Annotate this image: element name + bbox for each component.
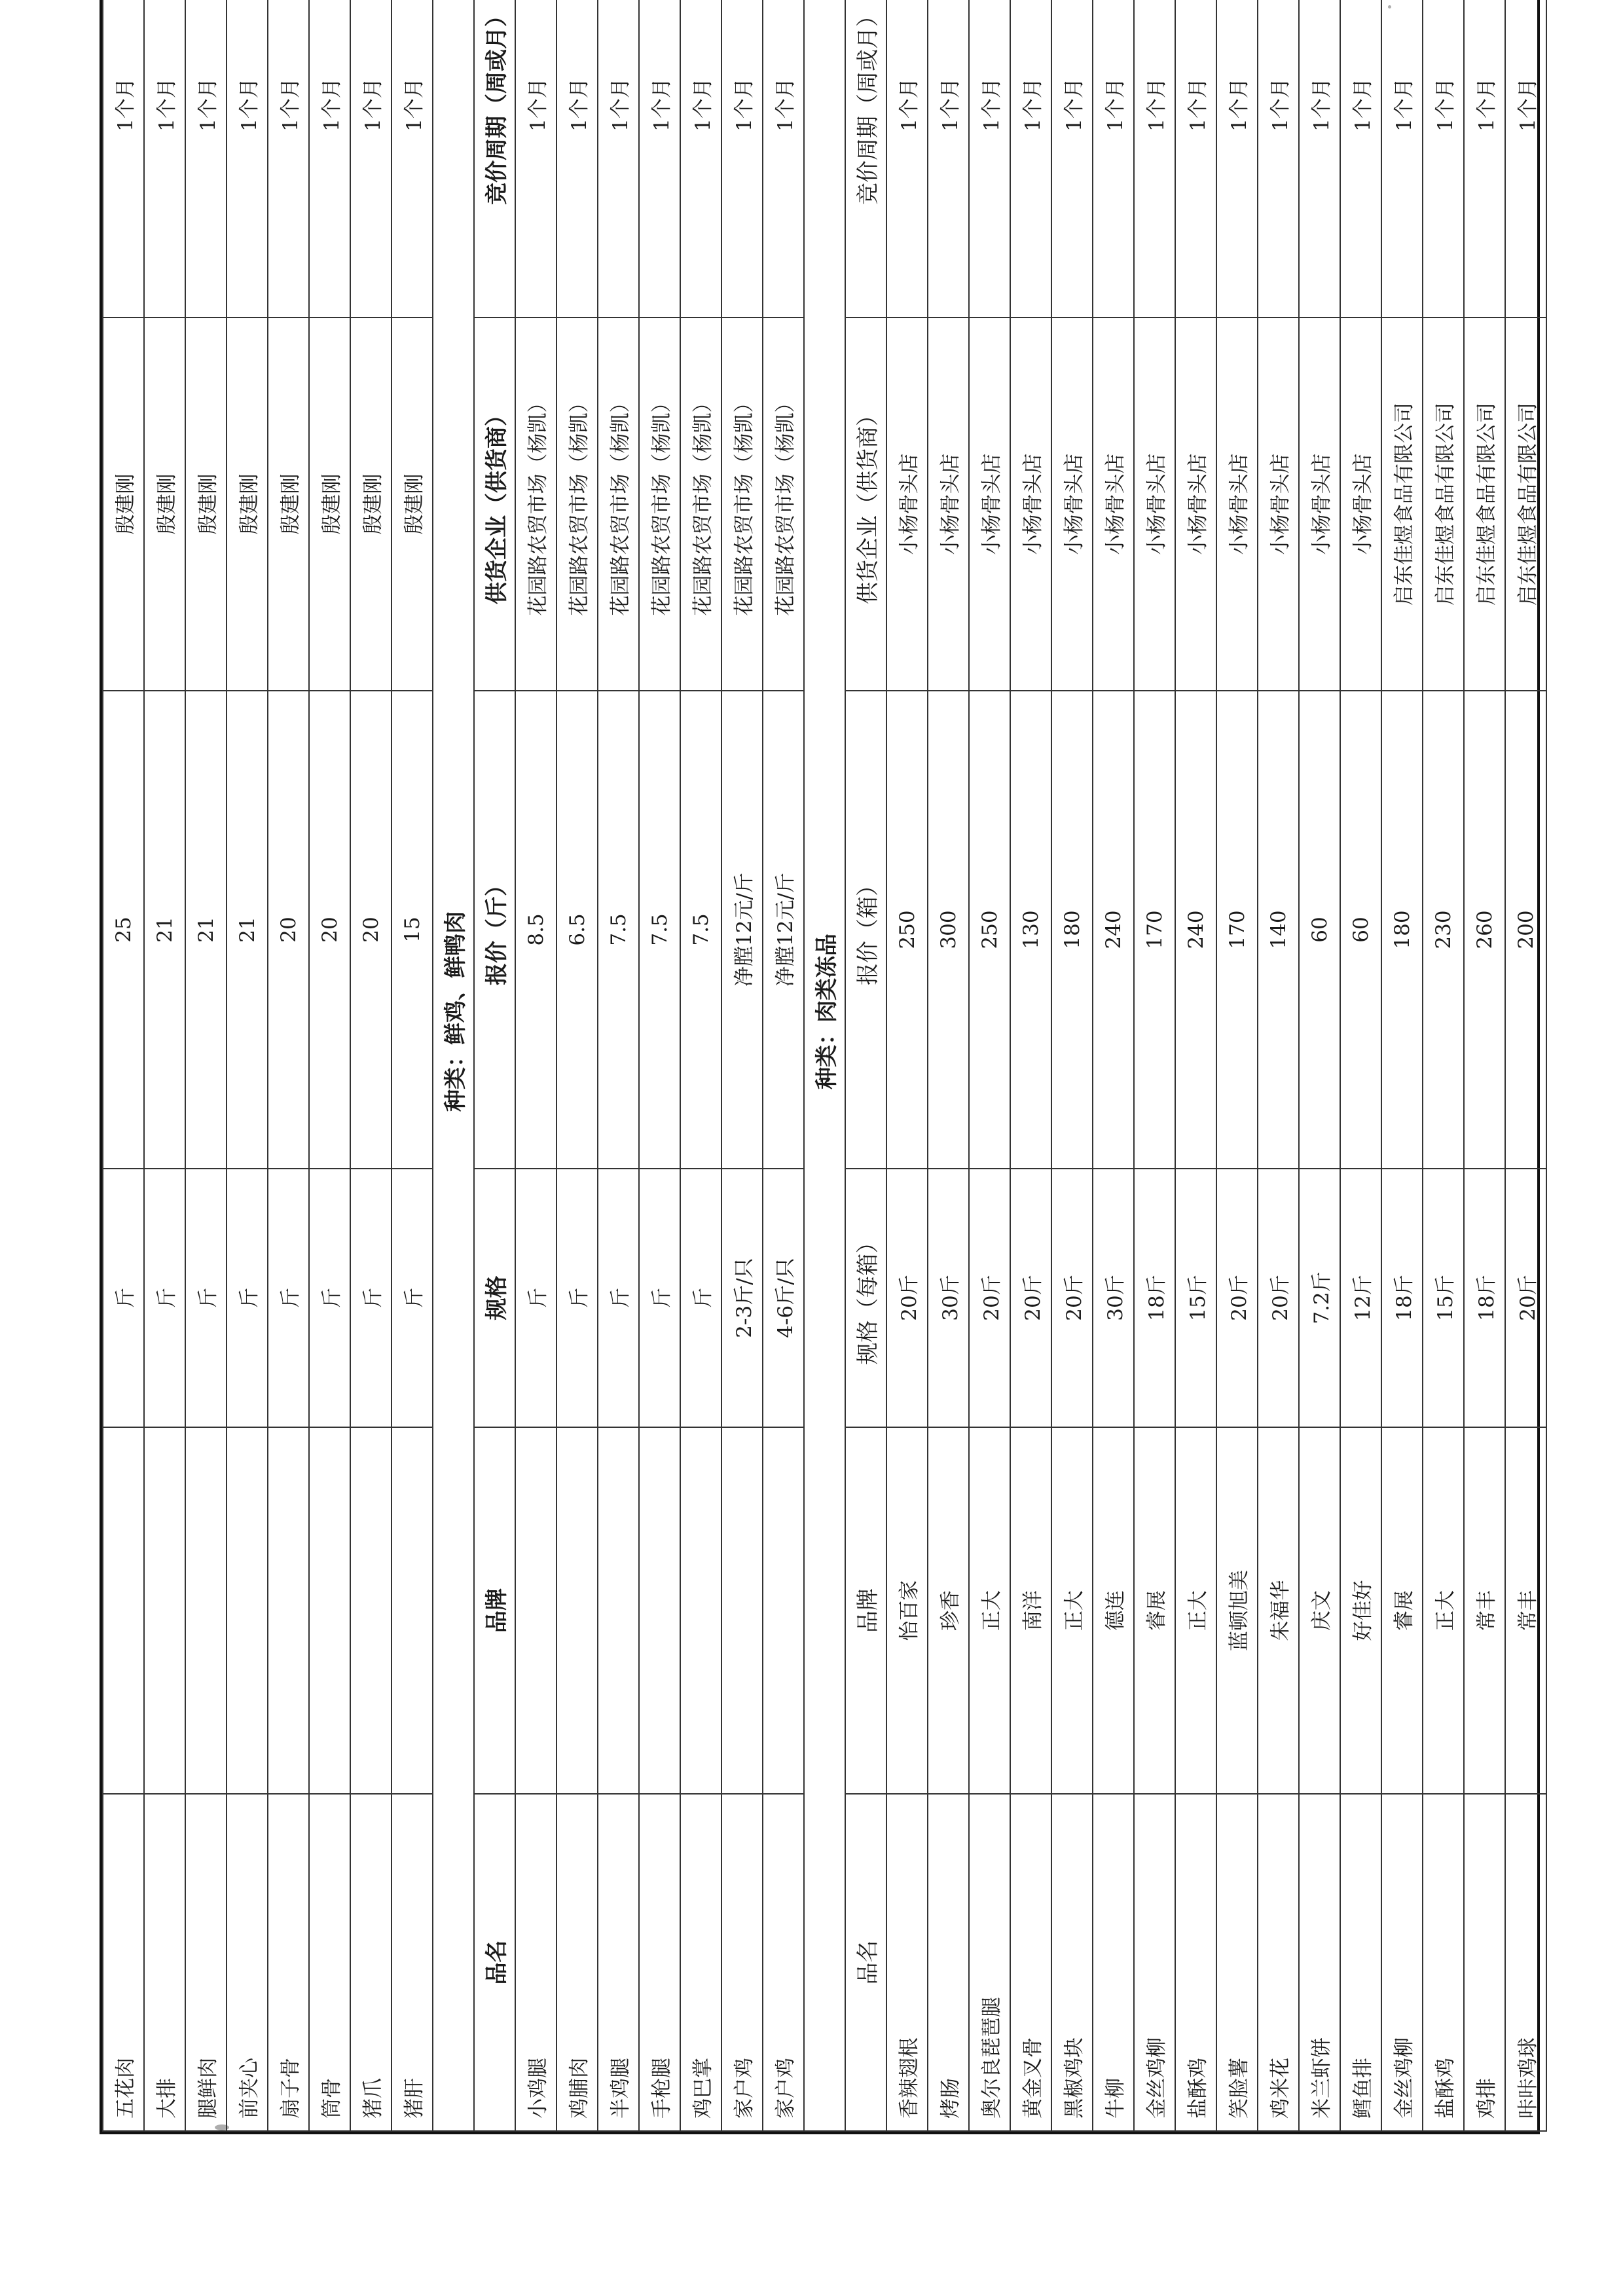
cell-spec: 12斤: [1340, 1169, 1381, 1427]
cell-brand: [144, 1427, 185, 1794]
cell-supplier: 殷建刚: [309, 318, 350, 691]
cell-brand: 正大: [969, 1427, 1010, 1794]
cell-price: 21: [185, 691, 227, 1169]
cell-supplier: 小杨骨头店: [1299, 318, 1340, 691]
table-row: [928, 0, 969, 2131]
table-row: [1340, 0, 1381, 2131]
table-row: [1010, 0, 1051, 2131]
cell-cycle: 1个月: [1299, 0, 1340, 318]
table-row: [103, 0, 144, 2131]
cell-supplier: 启东佳煜食品有限公司: [1423, 318, 1464, 691]
cell-supplier: 小杨骨头店: [1216, 318, 1258, 691]
cell-brand: 常丰: [1464, 1427, 1505, 1794]
cell-name: 家户鸡: [763, 1794, 804, 2131]
cell-spec: 20斤: [1258, 1169, 1299, 1427]
table-row: [556, 0, 598, 2131]
cell-spec: 15斤: [1175, 1169, 1216, 1427]
cell-brand: [392, 1427, 433, 1794]
cell-supplier: 殷建刚: [144, 318, 185, 691]
cell-price: 180: [1051, 691, 1093, 1169]
cell-spec: 30斤: [1093, 1169, 1134, 1427]
cell-name: 奥尔良琵琶腿: [969, 1794, 1010, 2131]
cell-supplier: 小杨骨头店: [1134, 318, 1175, 691]
cell-brand: 正大: [1175, 1427, 1216, 1794]
cell-cycle: 1个月: [1175, 0, 1216, 318]
table-row: [1175, 0, 1216, 2131]
cell-price: 140: [1258, 691, 1299, 1169]
cell-name: 牛柳: [1093, 1794, 1134, 2131]
cell-supplier: 殷建刚: [103, 318, 144, 691]
cell-price: 200: [1505, 691, 1546, 1169]
cell-supplier: 殷建刚: [185, 318, 227, 691]
cell-price: 20: [350, 691, 392, 1169]
price-table: [102, 0, 1547, 2132]
cell-cycle: 1个月: [1381, 0, 1423, 318]
cell-supplier: 花园路农贸市场（杨凯）: [598, 318, 639, 691]
cell-spec: 斤: [515, 1169, 556, 1427]
header-brand: 品牌: [845, 1427, 886, 1794]
table-row: [185, 0, 227, 2131]
cell-supplier: 殷建刚: [392, 318, 433, 691]
cell-name: 米兰虾饼: [1299, 1794, 1340, 2131]
table-row: [515, 0, 556, 2131]
header-name: 品名: [845, 1794, 886, 2131]
cell-supplier: 花园路农贸市场（杨凯）: [721, 318, 763, 691]
cell-brand: 怡百家: [886, 1427, 928, 1794]
cell-cycle: 1个月: [680, 0, 721, 318]
cell-name: 金丝鸡柳: [1381, 1794, 1423, 2131]
cell-spec: 20斤: [969, 1169, 1010, 1427]
cell-spec: 7.2斤: [1299, 1169, 1340, 1427]
cell-cycle: 1个月: [1093, 0, 1134, 318]
cell-name: 前夹心: [227, 1794, 268, 2131]
cell-price: 60: [1340, 691, 1381, 1169]
cell-price: 20: [268, 691, 309, 1169]
cell-cycle: 1个月: [392, 0, 433, 318]
header-price: 报价（斤）: [474, 691, 515, 1169]
cell-cycle: 1个月: [309, 0, 350, 318]
cell-cycle: 1个月: [350, 0, 392, 318]
cell-cycle: 1个月: [268, 0, 309, 318]
cell-name: 扇子骨: [268, 1794, 309, 2131]
cell-price: 15: [392, 691, 433, 1169]
table-row: [598, 0, 639, 2131]
cell-supplier: 殷建刚: [350, 318, 392, 691]
cell-brand: 好佳好: [1340, 1427, 1381, 1794]
cell-cycle: 1个月: [1216, 0, 1258, 318]
cell-cycle: 1个月: [556, 0, 598, 318]
cell-name: 笑脸薯: [1216, 1794, 1258, 2131]
cell-supplier: 花园路农贸市场（杨凯）: [515, 318, 556, 691]
cell-supplier: 花园路农贸市场（杨凯）: [639, 318, 680, 691]
cell-supplier: 殷建刚: [268, 318, 309, 691]
cell-brand: [556, 1427, 598, 1794]
cell-price: 230: [1423, 691, 1464, 1169]
cell-spec: 斤: [309, 1169, 350, 1427]
table-row: [1216, 0, 1258, 2131]
cell-spec: 20斤: [1505, 1169, 1546, 1427]
cell-name: 咔咔鸡球: [1505, 1794, 1546, 2131]
cell-cycle: 1个月: [1010, 0, 1051, 318]
cell-brand: 常丰: [1505, 1427, 1546, 1794]
cell-cycle: 1个月: [144, 0, 185, 318]
cell-price: 21: [144, 691, 185, 1169]
header-name: 品名: [474, 1794, 515, 2131]
cell-cycle: 1个月: [969, 0, 1010, 318]
header-supplier: 供货企业（供货商）: [474, 318, 515, 691]
cell-supplier: 启东佳煜食品有限公司: [1505, 318, 1546, 691]
cell-spec: 斤: [103, 1169, 144, 1427]
table-row: [1258, 0, 1299, 2131]
cell-cycle: 1个月: [1340, 0, 1381, 318]
cell-spec: 18斤: [1381, 1169, 1423, 1427]
cell-brand: 庆文: [1299, 1427, 1340, 1794]
cell-price: 60: [1299, 691, 1340, 1169]
cell-cycle: 1个月: [639, 0, 680, 318]
cell-spec: 斤: [268, 1169, 309, 1427]
cell-brand: 朱福华: [1258, 1427, 1299, 1794]
cell-price: 130: [1010, 691, 1051, 1169]
cell-name: 筒骨: [309, 1794, 350, 2131]
cell-price: 170: [1134, 691, 1175, 1169]
cell-brand: [309, 1427, 350, 1794]
cell-brand: [268, 1427, 309, 1794]
cell-spec: 斤: [639, 1169, 680, 1427]
cell-name: 五花肉: [103, 1794, 144, 2131]
poultry-rows: [515, 0, 804, 2131]
cell-spec: 18斤: [1134, 1169, 1175, 1427]
cell-supplier: 小杨骨头店: [1051, 318, 1093, 691]
cell-price: 8.5: [515, 691, 556, 1169]
cell-price: 21: [227, 691, 268, 1169]
cell-cycle: 1个月: [1134, 0, 1175, 318]
cell-spec: 斤: [350, 1169, 392, 1427]
cell-supplier: 小杨骨头店: [1340, 318, 1381, 691]
cell-price: 300: [928, 691, 969, 1169]
cell-name: 烤肠: [928, 1794, 969, 2131]
cell-supplier: 小杨骨头店: [1093, 318, 1134, 691]
cell-price: 240: [1175, 691, 1216, 1169]
header-price: 报价（箱）: [845, 691, 886, 1169]
category-title: 种类：肉类冻品: [804, 0, 845, 2131]
cell-supplier: 花园路农贸市场（杨凯）: [763, 318, 804, 691]
table-row: [1423, 0, 1464, 2131]
cell-spec: 18斤: [1464, 1169, 1505, 1427]
cell-spec: 斤: [556, 1169, 598, 1427]
cell-name: 金丝鸡柳: [1134, 1794, 1175, 2131]
cell-spec: 20斤: [1010, 1169, 1051, 1427]
cell-name: 鸡巴掌: [680, 1794, 721, 2131]
cell-name: 家户鸡: [721, 1794, 763, 2131]
header-cycle: 竞价周期（周或月）: [845, 0, 886, 318]
cell-spec: 20斤: [1216, 1169, 1258, 1427]
cell-supplier: 花园路农贸市场（杨凯）: [556, 318, 598, 691]
cell-brand: [103, 1427, 144, 1794]
table-row: [1051, 0, 1093, 2131]
cell-spec: 斤: [227, 1169, 268, 1427]
cell-cycle: 1个月: [103, 0, 144, 318]
table-row: [1299, 0, 1340, 2131]
header-supplier: 供货企业（供货商）: [845, 318, 886, 691]
cell-cycle: 1个月: [598, 0, 639, 318]
cell-name: 鸡排: [1464, 1794, 1505, 2131]
cell-name: 鸡米花: [1258, 1794, 1299, 2131]
cell-price: 240: [1093, 691, 1134, 1169]
cell-price: 6.5: [556, 691, 598, 1169]
cell-name: 黑椒鸡块: [1051, 1794, 1093, 2131]
cell-cycle: 1个月: [1505, 0, 1546, 318]
cell-brand: [227, 1427, 268, 1794]
cell-name: 盐酥鸡: [1423, 1794, 1464, 2131]
poultry-section: [433, 0, 515, 2131]
cell-name: 盐酥鸡: [1175, 1794, 1216, 2131]
cell-cycle: 1个月: [928, 0, 969, 318]
table-row: [1381, 0, 1423, 2131]
table-row: [309, 0, 350, 2131]
header-spec: 规格: [474, 1169, 515, 1427]
frozen-rows: [886, 0, 1546, 2131]
cell-name: 小鸡腿: [515, 1794, 556, 2131]
cell-brand: [515, 1427, 556, 1794]
cell-supplier: 殷建刚: [227, 318, 268, 691]
cell-supplier: 小杨骨头店: [886, 318, 928, 691]
cell-cycle: 1个月: [185, 0, 227, 318]
cell-brand: 德连: [1093, 1427, 1134, 1794]
table-row: [350, 0, 392, 2131]
table-row: [268, 0, 309, 2131]
cell-name: 黄金叉骨: [1010, 1794, 1051, 2131]
cell-name: 腿鲜肉: [185, 1794, 227, 2131]
cell-brand: [763, 1427, 804, 1794]
table-row: [969, 0, 1010, 2131]
table-row: [639, 0, 680, 2131]
cell-supplier: 小杨骨头店: [969, 318, 1010, 691]
cell-brand: 正大: [1423, 1427, 1464, 1794]
cell-cycle: 1个月: [227, 0, 268, 318]
cell-supplier: 启东佳煜食品有限公司: [1381, 318, 1423, 691]
cell-brand: 正大: [1051, 1427, 1093, 1794]
cell-supplier: 启东佳煜食品有限公司: [1464, 318, 1505, 691]
cell-brand: [639, 1427, 680, 1794]
cell-spec: 斤: [392, 1169, 433, 1427]
cell-price: 170: [1216, 691, 1258, 1169]
pork-section: [103, 0, 433, 2131]
price-sheet: [100, 0, 1540, 2134]
table-row: [227, 0, 268, 2131]
header-spec: 规格（每箱）: [845, 1169, 886, 1427]
table-row: [680, 0, 721, 2131]
cell-spec: 斤: [185, 1169, 227, 1427]
header-cycle: 竞价周期（周或月）: [474, 0, 515, 318]
cell-cycle: 1个月: [515, 0, 556, 318]
cell-supplier: 小杨骨头店: [1010, 318, 1051, 691]
header-brand: 品牌: [474, 1427, 515, 1794]
table-row: [1505, 0, 1546, 2131]
cell-price: 25: [103, 691, 144, 1169]
cell-brand: 睿展: [1381, 1427, 1423, 1794]
cell-cycle: 1个月: [721, 0, 763, 318]
table-row: [392, 0, 433, 2131]
cell-cycle: 1个月: [1051, 0, 1093, 318]
cell-supplier: 花园路农贸市场（杨凯）: [680, 318, 721, 691]
table-row: [1093, 0, 1134, 2131]
cell-price: 7.5: [598, 691, 639, 1169]
cell-spec: 20斤: [886, 1169, 928, 1427]
cell-name: 猪爪: [350, 1794, 392, 2131]
cell-brand: [721, 1427, 763, 1794]
cell-price: 20: [309, 691, 350, 1169]
cell-supplier: 小杨骨头店: [1258, 318, 1299, 691]
cell-brand: [598, 1427, 639, 1794]
cell-spec: 30斤: [928, 1169, 969, 1427]
frozen-section: [804, 0, 886, 2131]
cell-supplier: 小杨骨头店: [928, 318, 969, 691]
category-title: 种类：鲜鸡、鲜鸭肉: [433, 0, 474, 2131]
cell-name: 香辣翅根: [886, 1794, 928, 2131]
cell-brand: 南洋: [1010, 1427, 1051, 1794]
cell-cycle: 1个月: [1258, 0, 1299, 318]
cell-brand: 珍香: [928, 1427, 969, 1794]
cell-price: 250: [886, 691, 928, 1169]
table-row: [721, 0, 763, 2131]
cell-name: 手枪腿: [639, 1794, 680, 2131]
cell-price: 180: [1381, 691, 1423, 1169]
cell-brand: [350, 1427, 392, 1794]
table-row: [1134, 0, 1175, 2131]
cell-spec: 斤: [680, 1169, 721, 1427]
cell-price: 260: [1464, 691, 1505, 1169]
cell-brand: 蓝顿旭美: [1216, 1427, 1258, 1794]
cell-name: 猪肝: [392, 1794, 433, 2131]
cell-cycle: 1个月: [886, 0, 928, 318]
table-row: [1464, 0, 1505, 2131]
cell-brand: [680, 1427, 721, 1794]
cell-spec: 20斤: [1051, 1169, 1093, 1427]
table-row: [144, 0, 185, 2131]
cell-brand: 睿展: [1134, 1427, 1175, 1794]
cell-spec: 15斤: [1423, 1169, 1464, 1427]
cell-spec: 斤: [144, 1169, 185, 1427]
cell-cycle: 1个月: [763, 0, 804, 318]
cell-brand: [185, 1427, 227, 1794]
cell-name: 鳕鱼排: [1340, 1794, 1381, 2131]
table-row: [763, 0, 804, 2131]
cell-spec: 4-6斤/只: [763, 1169, 804, 1427]
cell-price: 净膛12元/斤: [721, 691, 763, 1169]
cell-price: 7.5: [639, 691, 680, 1169]
cell-price: 250: [969, 691, 1010, 1169]
cell-name: 鸡脯肉: [556, 1794, 598, 2131]
cell-cycle: 1个月: [1423, 0, 1464, 318]
cell-spec: 2-3斤/只: [721, 1169, 763, 1427]
cell-cycle: 1个月: [1464, 0, 1505, 318]
cell-name: 半鸡腿: [598, 1794, 639, 2131]
cell-spec: 斤: [598, 1169, 639, 1427]
cell-supplier: 小杨骨头店: [1175, 318, 1216, 691]
table-row: [886, 0, 928, 2131]
cell-price: 净膛12元/斤: [763, 691, 804, 1169]
cell-name: 大排: [144, 1794, 185, 2131]
cell-price: 7.5: [680, 691, 721, 1169]
